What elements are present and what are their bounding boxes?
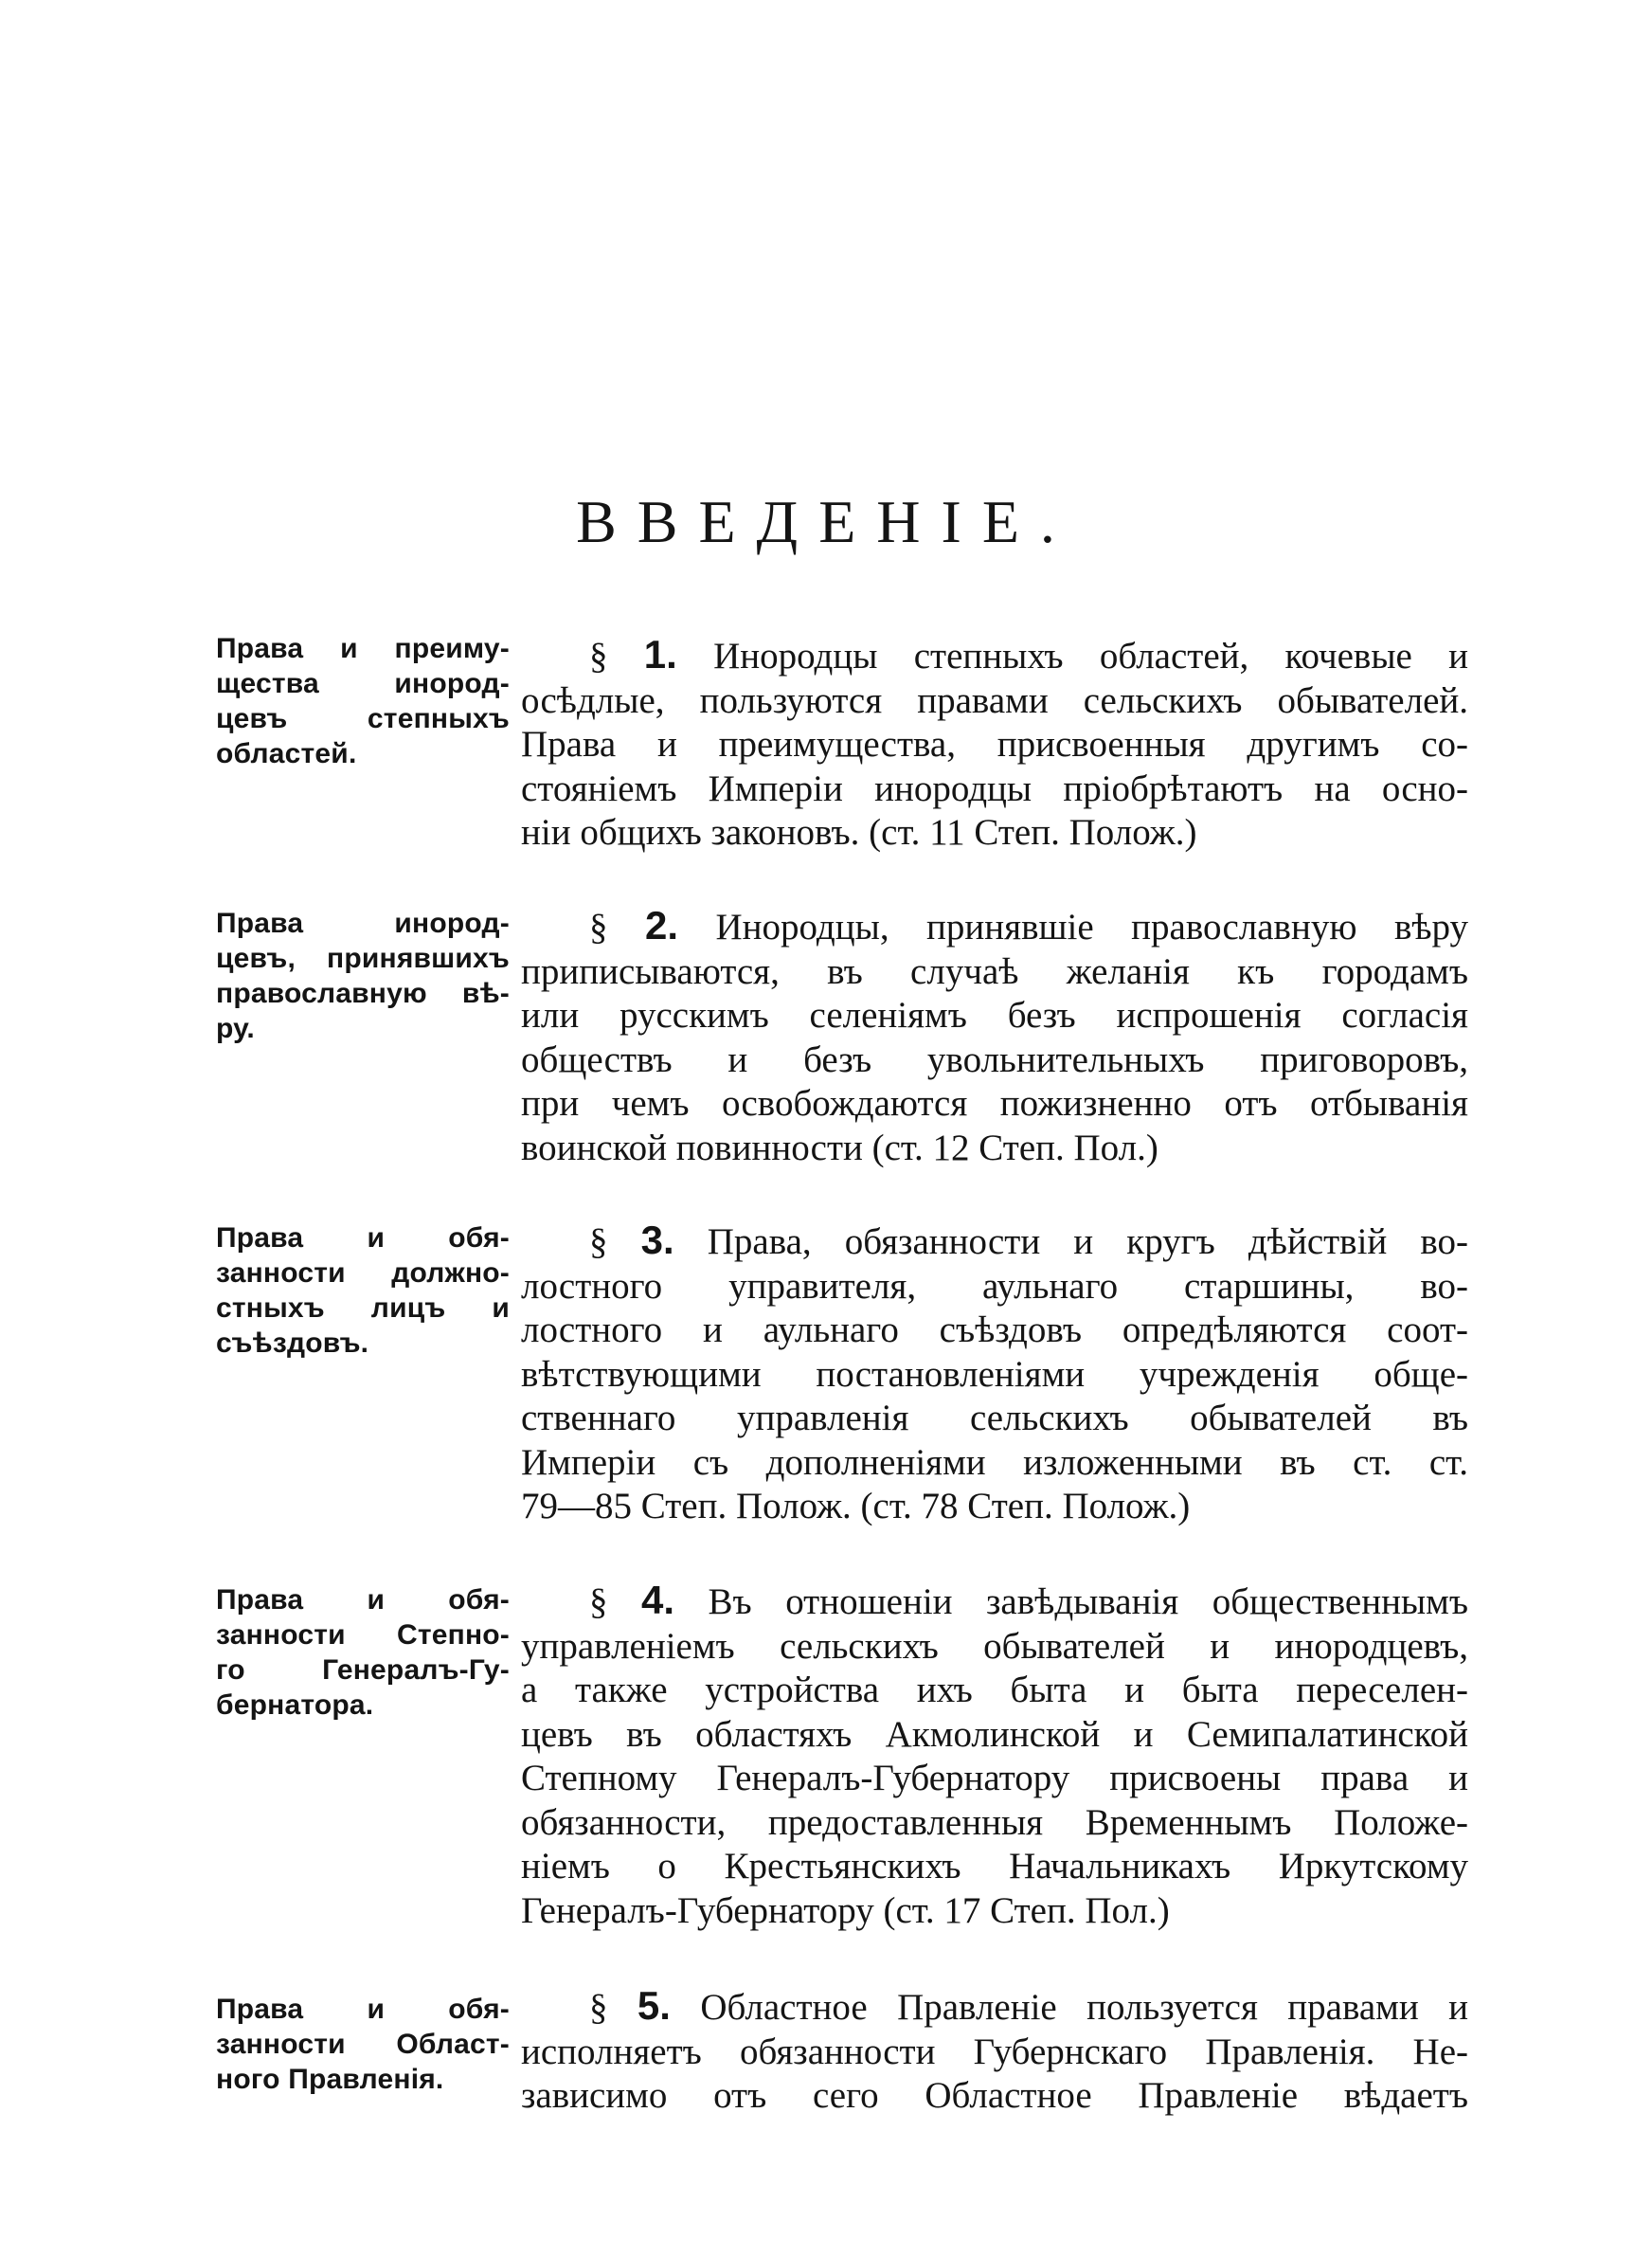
paragraph-text: Инородцы, принявшіе православную вѣру [715, 907, 1469, 948]
sidenote-line: Права и преиму- [216, 633, 510, 664]
sidenote-line: бернатора. [216, 1689, 374, 1721]
paragraph-number: 5. [637, 1983, 671, 2028]
paragraph-line: воинской повинности (ст. 12 Степ. Пол.) [521, 1127, 1158, 1168]
paragraph-text: Областное Правленіе пользуется правами и [700, 1987, 1468, 2028]
sidenote-line: щества инород- [216, 668, 510, 699]
sidenote-line: Права и обя- [216, 1584, 510, 1616]
paragraph-line: исполняетъ обязанности Губернскаго Правленія. Не- [521, 2031, 1468, 2072]
paragraph-body [521, 1219, 1468, 1529]
paragraph-number: 4. [641, 1578, 675, 1622]
paragraph-line: приписываются, въ случаѣ желанія къ городамъ [521, 950, 1468, 992]
sidenote-line: Права инород- [216, 908, 510, 939]
page-title: ВВЕДЕНІЕ. [576, 488, 1076, 555]
paragraph-line: ніи общихъ законовъ. (ст. 11 Степ. Полож.) [521, 812, 1197, 853]
paragraph-number: 3. [640, 1218, 674, 1262]
sidenote-line: цевъ степныхъ [216, 703, 510, 734]
section-sign: § [589, 1581, 608, 1622]
paragraph-line: а также устройства ихъ быта и быта переселен- [521, 1670, 1468, 1710]
sidenote-line: Права и обя- [216, 1994, 510, 2025]
sidenote [216, 631, 510, 771]
paragraph-first-line [521, 1219, 1468, 1265]
sidenote-line: православную вѣ- [216, 978, 510, 1009]
paragraph-text: Права, обязанности и кругъ дѣйствій во- [707, 1221, 1469, 1262]
section-sign: § [589, 907, 608, 948]
paragraph-line: Права и преимущества, присвоенныя другимъ со- [521, 724, 1468, 765]
paragraph-first-line [521, 1579, 1468, 1625]
paragraph-line: ственнаго управленія сельскихъ обывателей въ [521, 1398, 1468, 1438]
paragraph-line: Имперіи съ дополненіями изложенными въ ст. ст. [521, 1441, 1468, 1483]
paragraph-line: Генералъ-Губернатору (ст. 17 Степ. Пол.) [521, 1889, 1170, 1931]
sidenote [216, 1582, 510, 1723]
sidenote-line: Права и обя- [216, 1222, 510, 1254]
paragraph-body [521, 904, 1468, 1170]
paragraph-line: вѣтствующими постановленіями учрежденія обще- [521, 1353, 1468, 1395]
paragraph-body [521, 633, 1468, 856]
sidenote [216, 1992, 510, 2097]
sidenote-line: стныхъ лицъ и [216, 1292, 510, 1324]
sidenote [216, 1220, 510, 1361]
paragraph-line: управленіемъ сельскихъ обывателей и инородцевъ, [521, 1625, 1468, 1667]
sidenote-line: съѣздовъ. [216, 1327, 369, 1359]
paragraph-line: обязанности, предоставленныя Временнымъ Положе- [521, 1801, 1468, 1843]
paragraph-text: Инородцы степныхъ областей, кочевые и [713, 636, 1469, 677]
sidenote-line: областей. [216, 738, 357, 769]
sidenote-line: цевъ, принявшихъ [216, 943, 510, 974]
paragraph-first-line [521, 1984, 1468, 2031]
sidenote-line: го Генералъ-Гу- [216, 1654, 510, 1686]
paragraph-number: 2. [644, 903, 679, 948]
section-sign: § [589, 636, 608, 677]
paragraph-line: Степному Генералъ-Губернатору присвоены права и [521, 1758, 1468, 1798]
paragraph-body [521, 1579, 1468, 1933]
paragraph-line: стояніемъ Имперіи инородцы пріобрѣтаютъ на осно- [521, 767, 1468, 809]
paragraph-line: цевъ въ областяхъ Акмолинской и Семипалатинской [521, 1713, 1468, 1755]
sidenote-line: ного Правленія. [216, 2064, 444, 2095]
paragraph-line: осѣдлые, пользуются правами сельскихъ обывателей. [521, 679, 1468, 721]
paragraph-line: при чемъ освобождаются пожизненно отъ отбыванія [521, 1083, 1468, 1124]
paragraph-line: или русскимъ селеніямъ безъ испрошенія согласія [521, 995, 1468, 1036]
sidenote-line: занности должно- [216, 1257, 510, 1289]
paragraph-body [521, 1984, 1468, 2119]
paragraph-first-line [521, 904, 1468, 950]
sidenote-line: ру. [216, 1013, 255, 1044]
paragraph-line: ніемъ о Крестьянскихъ Начальникахъ Иркутскому [521, 1846, 1468, 1887]
paragraph-line: лостного и аульнаго съѣздовъ опредѣляются соот- [521, 1309, 1468, 1350]
section-sign: § [589, 1987, 608, 2028]
paragraph-text: Въ отношеніи завѣдыванія общественнымъ [708, 1581, 1469, 1622]
sidenote [216, 906, 510, 1046]
paragraph-number: 1. [643, 632, 677, 677]
paragraph-line: 79—85 Степ. Полож. (ст. 78 Степ. Полож.) [521, 1486, 1191, 1526]
paragraph-line: лостного управителя, аульнаго старшины, во- [521, 1265, 1468, 1307]
paragraph-first-line [521, 633, 1468, 679]
paragraph-line: обществъ и безъ увольнительныхъ приговоровъ, [521, 1038, 1468, 1080]
sidenote-line: занности Област- [216, 2029, 510, 2060]
section-sign: § [589, 1221, 608, 1262]
sidenote-line: занности Степно- [216, 1619, 510, 1651]
paragraph-line: зависимо отъ сего Областное Правленіе вѣдаетъ [521, 2075, 1468, 2116]
